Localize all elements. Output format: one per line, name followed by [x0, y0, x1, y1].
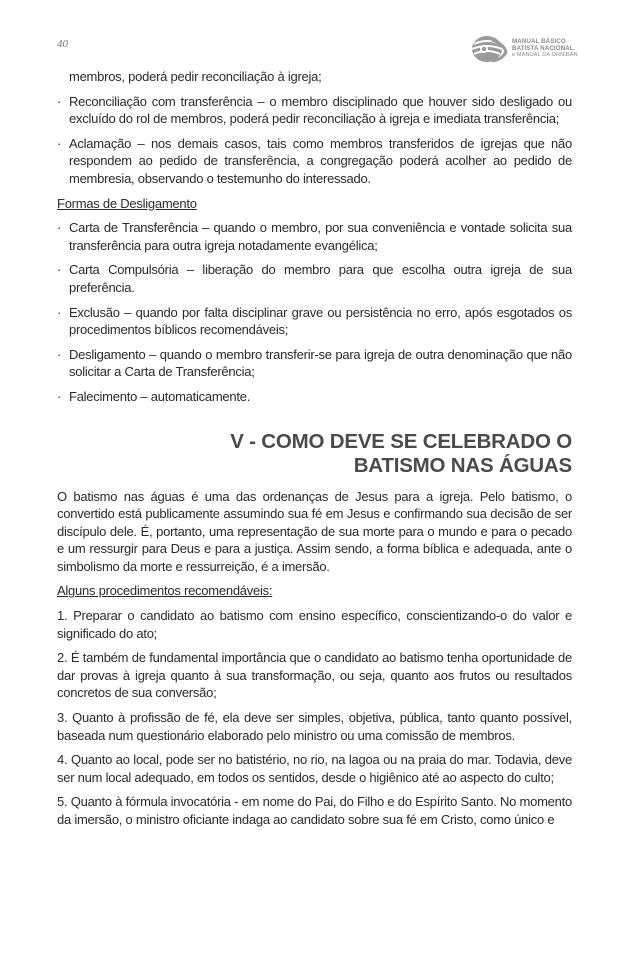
bullet-aclamacao: [57, 135, 572, 188]
subheading-formas-desligamento: Formas de Desligamento: [57, 195, 197, 211]
section-title: [57, 430, 572, 478]
procedure-item-5: 5. Quanto à fórmula invocatória - em nome do Pai, do Filho e do Espírito Santo. No momento da imersão, o ministro oficiante indaga ao candidato sobre sua fé em Cristo, como único e: [57, 794, 572, 827]
bullet-marker: ·: [57, 388, 62, 404]
bullet-text: Reconciliação com transferência – o membro disciplinado que houver sido desligado ou excluído do rol de membros, poderá pedir reconciliação à igreja e imediata transferência;: [69, 93, 572, 127]
bullet-falecimento: [57, 388, 572, 406]
logo-line-2: BATISTA NACIONAL: [512, 45, 574, 53]
bullet-text: Falecimento – automaticamente.: [69, 388, 251, 404]
logo-line-1: MANUAL BÁSICO: [512, 38, 566, 45]
bullet-marker: ·: [57, 262, 62, 278]
bullet-marker: ·: [57, 304, 62, 320]
bullet-text: Aclamação – nos demais casos, tais como membros transferidos de igrejas que não respondem ao pedido de transferência, a congregação poderá acolher ao pedido de membresia, observando o testemunho do interessado.: [69, 135, 572, 186]
procedure-item-2: 2. É também de fundamental importância que o candidato ao batismo tenha oportunidade de dar provas à igreja quanto à sua transformação, ou seja, quanto aos frutos ou resultados concretos de sua conversão;: [57, 650, 572, 701]
bullet-marker: ·: [57, 346, 62, 362]
bullet-marker: ·: [57, 93, 62, 109]
bullet-text: Carta de Transferência – quando o membro, por sua conveniência e vontade solicita sua transferência para outra igreja notadamente evangélica;: [69, 220, 572, 253]
intro-paragraph: O batismo nas águas é uma das ordenanças de Jesus para a igreja. Pelo batismo, o convertido está publicamente assumindo sua fé em Jesus e confirmando sua decisão de ser discípulo dele. É, portanto, uma representação de sua morte para o mundo e para o pecado e um ressurgir para Deus e para a justiça. Assim sendo, a forma bíblica e adequada, ante o simbolismo da morte e ressurreição, é a imersão.: [57, 488, 572, 574]
bullet-text: Desligamento – quando o membro transferir-se para igreja de outra denominação que não solicitar a Carta de Transferência;: [69, 346, 572, 380]
bullet-text: Carta Compulsória – liberação do membro para que escolha outra igreja de sua preferência.: [69, 262, 572, 295]
globe-emblem-icon: [470, 34, 510, 64]
section-title-line-2: BATISMO NAS ÁGUAS: [353, 453, 572, 477]
section-title-line-1: V - COMO DEVE SE CELEBRADO O: [230, 429, 572, 453]
bullet-carta-compulsoria: [57, 261, 572, 296]
continued-paragraph: membros, poderá pedir reconciliação à igreja;: [69, 69, 322, 84]
procedure-item-3: 3. Quanto à profissão de fé, ela deve ser simples, objetiva, pública, tanto quanto possível, baseada num questionário elaborado pelo ministro ou uma comissão de membros.: [57, 710, 572, 743]
page-number: 40: [57, 38, 68, 50]
procedure-item-4: 4. Quanto ao local, pode ser no batistério, no rio, na lagoa ou na praia do mar. Todavia, deve ser num local adequado, em todos os sentidos, desde o higiênico até ao aspecto do culto;: [57, 752, 572, 785]
bullet-carta-transferencia: [57, 219, 572, 254]
logo-line-3: e MANUAL DA ORNIBAN: [512, 52, 578, 59]
publisher-logo: [470, 34, 600, 68]
page-content: [57, 68, 572, 836]
procedure-item-1: 1. Preparar o candidato ao batismo com ensino específico, conscientizando-o do valor e significado do ato;: [57, 608, 572, 641]
bullet-exclusao: [57, 304, 572, 339]
bullet-reconciliacao-transferencia: [57, 93, 572, 128]
bullet-desligamento: [57, 346, 572, 381]
subheading-procedimentos: Alguns procedimentos recomendáveis:: [57, 583, 273, 599]
bullet-text: Exclusão – quando por falta disciplinar grave ou persistência no erro, após esgotados os procedimentos bíblicos recomendáveis;: [69, 304, 572, 338]
bullet-marker: ·: [57, 220, 62, 236]
bullet-marker: ·: [57, 135, 62, 151]
